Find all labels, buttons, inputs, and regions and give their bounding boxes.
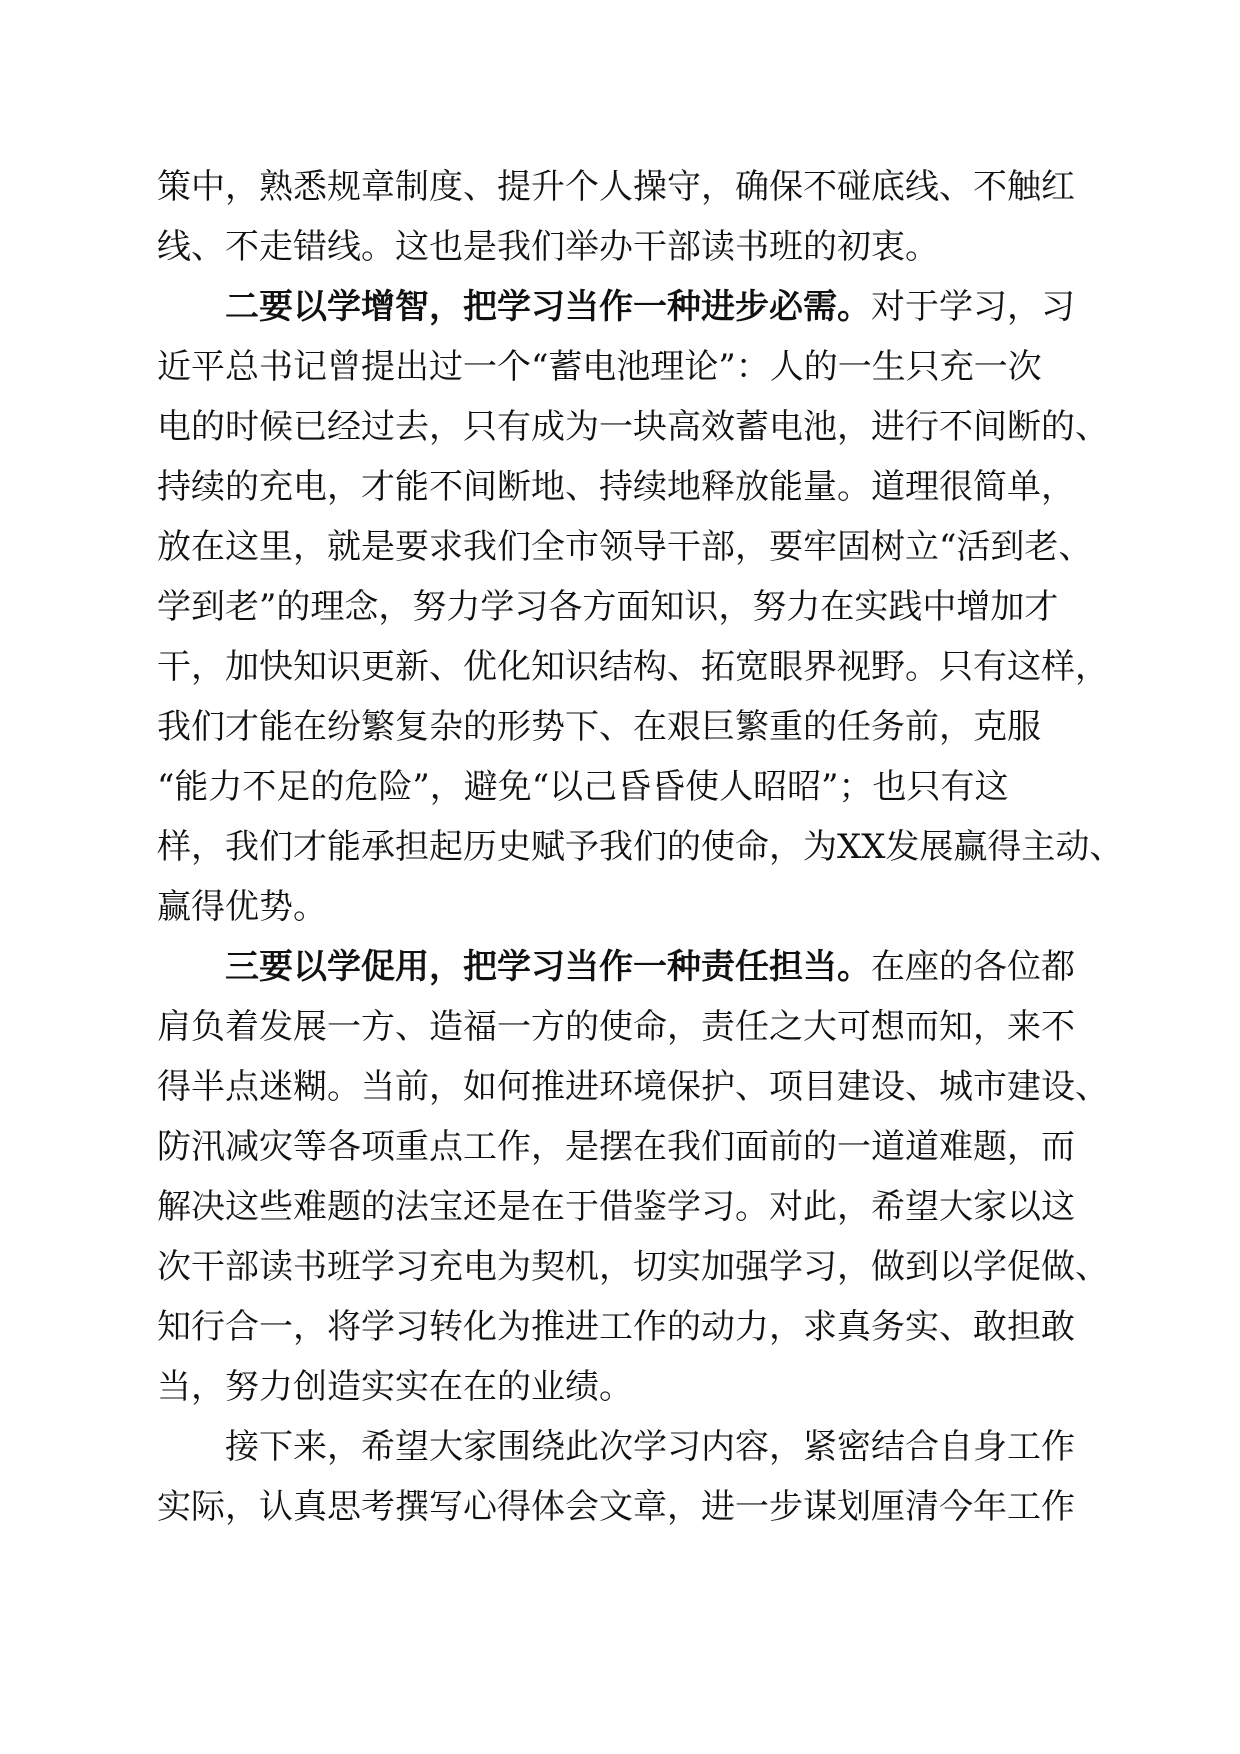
text-line: 电的时候已经过去，只有成为一块高效蓄电池，进行不间断的、 [157,407,1109,447]
text-line: 实际，认真思考撰写心得体会文章，进一步谋划厘清今年工作 [157,1487,1075,1527]
section-heading: 三要以学促用，把学习当作一种责任担当。 [225,947,871,987]
text-line: 解决这些难题的法宝还是在于借鉴学习。对此，希望大家以这 [157,1187,1075,1227]
text-line: 干，加快知识更新、优化知识结构、拓宽眼界视野。只有这样， [157,647,1109,687]
text-line: 接下来，希望大家围绕此次学习内容，紧密结合自身工作 [225,1427,1075,1467]
text-line: “能力不足的危险”，避免“以己昏昏使人昭昭”；也只有这 [157,767,1009,807]
text-line: 当，努力创造实实在在的业绩。 [157,1367,633,1407]
text-line: 赢得优势。 [157,887,327,927]
paragraph-heading-line [225,277,1075,337]
text-line: 肩负着发展一方、造福一方的使命，责任之大可想而知，来不 [157,1007,1075,1047]
text-run: 对于学习，习 [871,287,1075,327]
text-line: 学到老”的理念，努力学习各方面知识，努力在实践中增加才 [157,587,1059,627]
text-line: 近平总书记曾提出过一个“蓄电池理论”：人的一生只充一次 [157,347,1042,387]
text-line: 知行合一，将学习转化为推进工作的动力，求真务实、敢担敢 [157,1307,1075,1347]
text-line: 放在这里，就是要求我们全市领导干部，要牢固树立“活到老、 [157,527,1093,567]
text-line: 持续的充电，才能不间断地、持续地释放能量。道理很简单， [157,467,1075,507]
text-line: 次干部读书班学习充电为契机，切实加强学习，做到以学促做、 [157,1247,1109,1287]
section-heading: 二要以学增智，把学习当作一种进步必需。 [225,287,871,327]
text-line: 我们才能在纷繁复杂的形势下、在艰巨繁重的任务前，克服 [157,707,1041,747]
paragraph-heading-line [225,937,1075,997]
text-line: 得半点迷糊。当前，如何推进环境保护、项目建设、城市建设、 [157,1067,1109,1107]
text-line: 样，我们才能承担起历史赋予我们的使命，为XX发展赢得主动、 [157,827,1124,867]
text-line: 策中，熟悉规章制度、提升个人操守，确保不碰底线、不触红 [157,167,1075,207]
text-line: 防汛减灾等各项重点工作，是摆在我们面前的一道道难题，而 [157,1127,1075,1167]
text-run: 在座的各位都 [871,947,1075,987]
text-line: 线、不走错线。这也是我们举办干部读书班的初衷。 [157,227,939,267]
